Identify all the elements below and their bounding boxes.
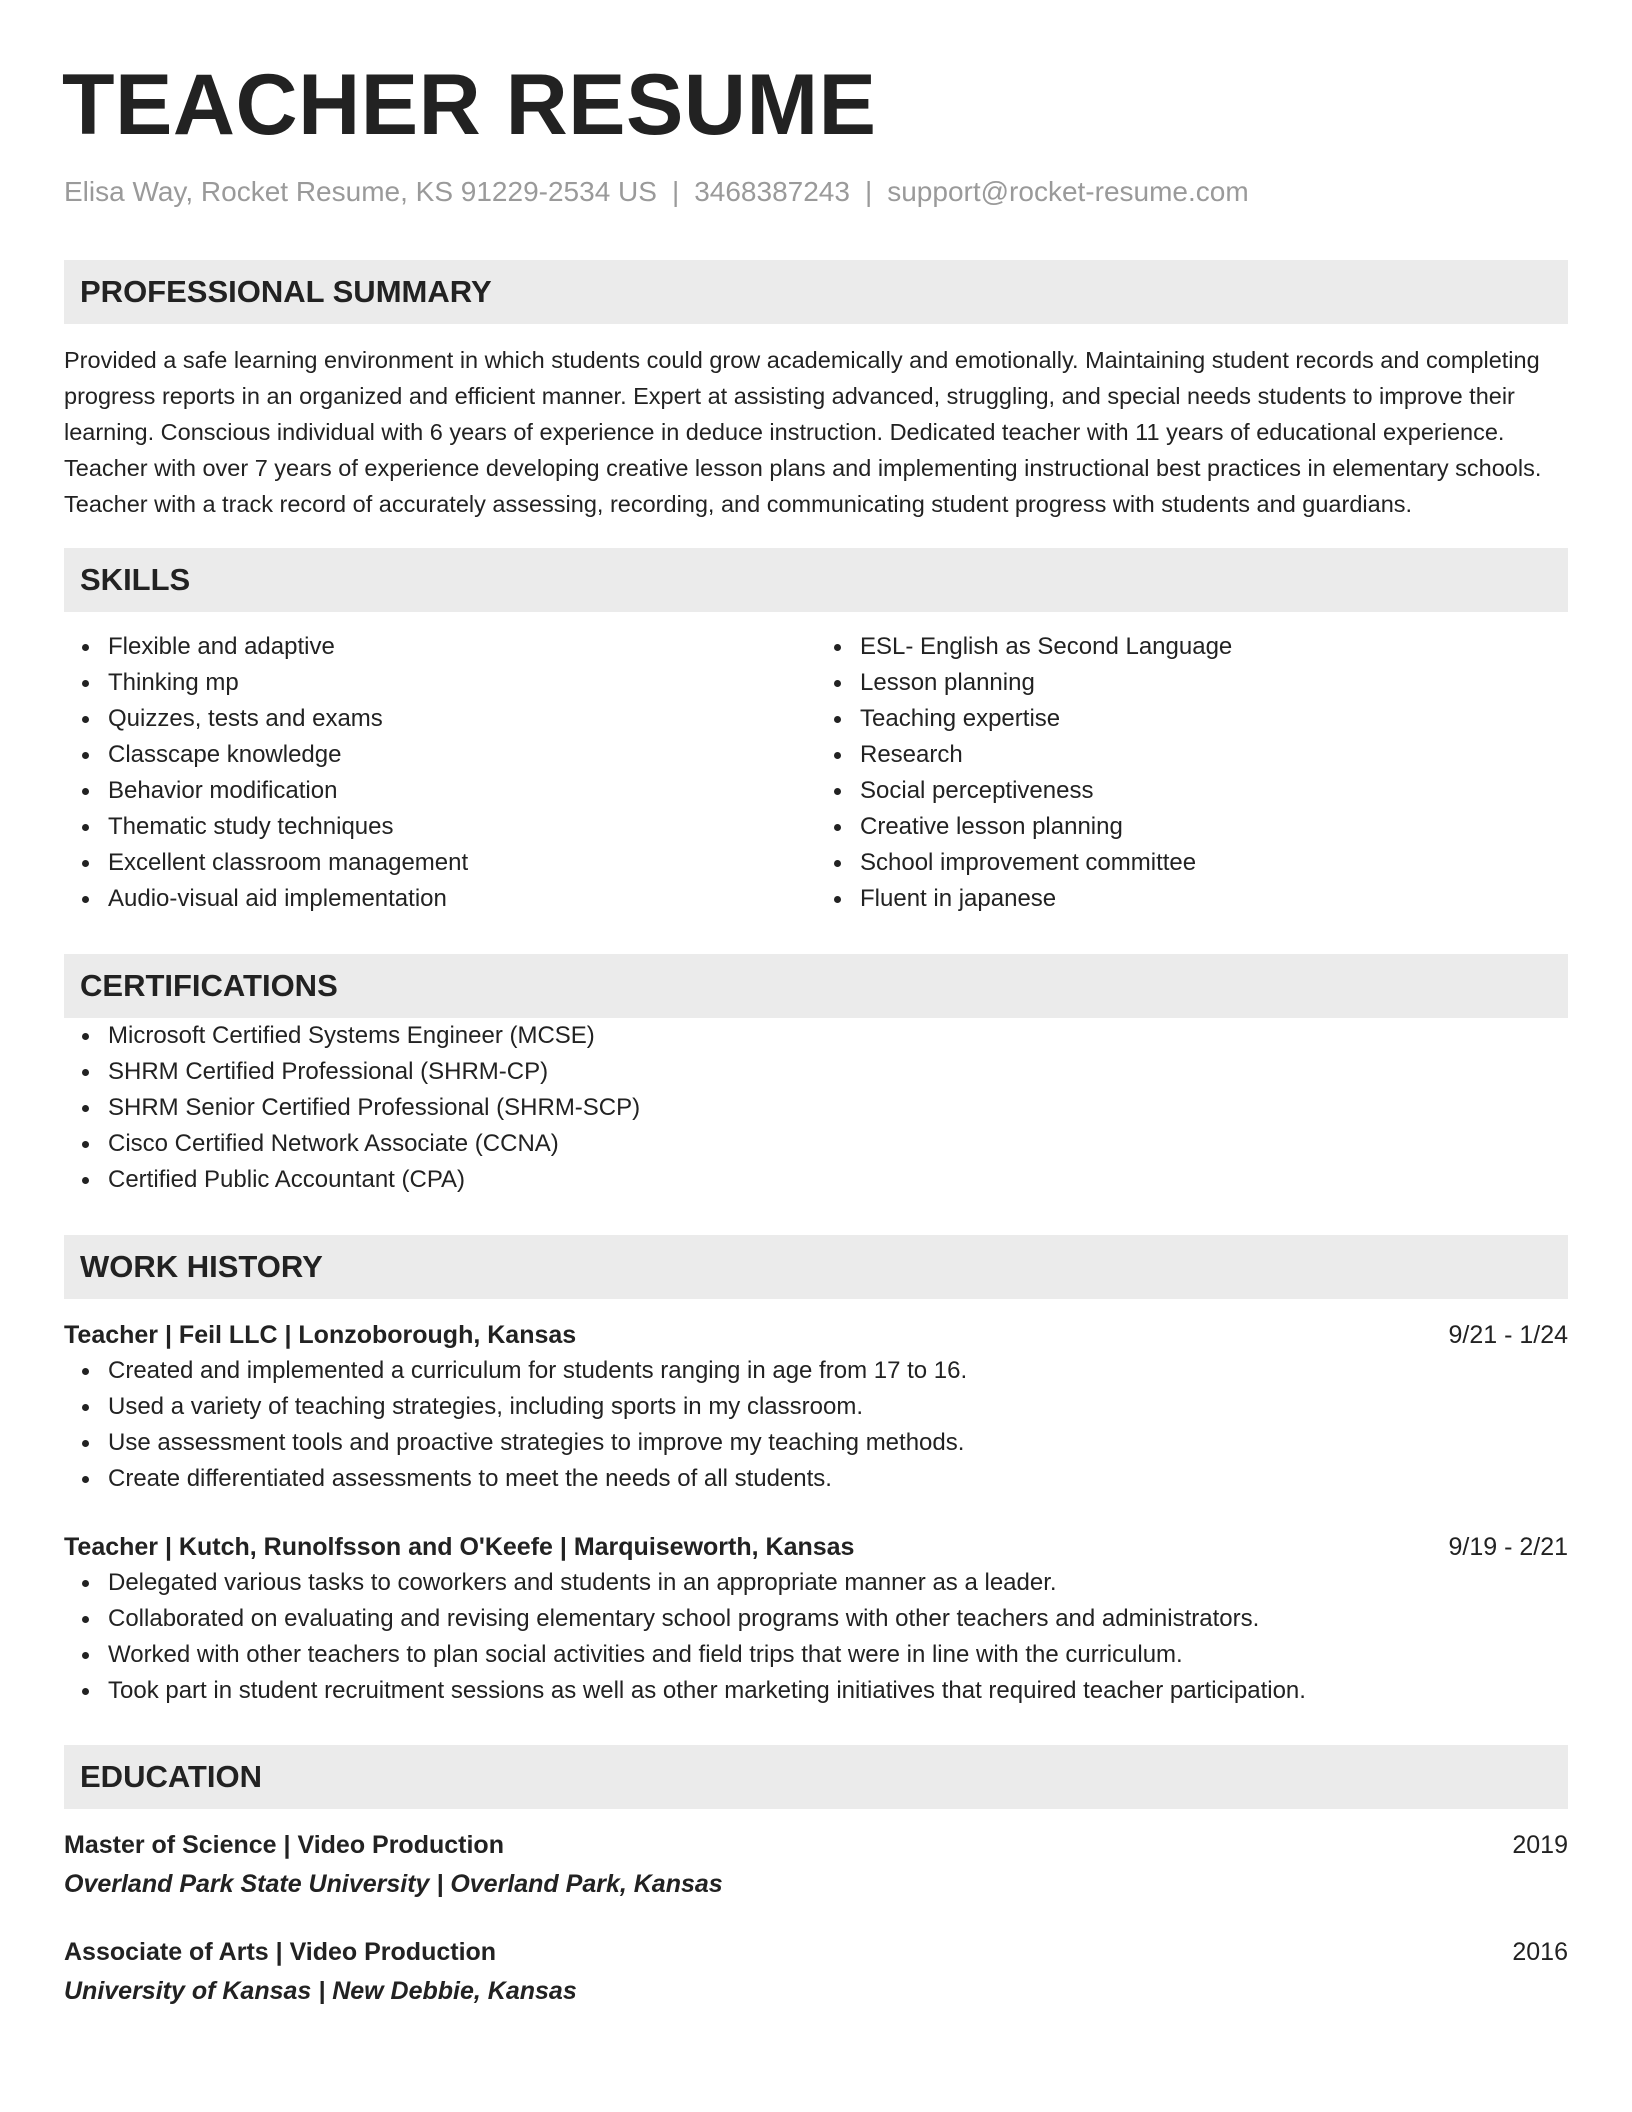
job-entry <box>64 1317 1568 1497</box>
section-heading-summary: PROFESSIONAL SUMMARY <box>64 260 1568 324</box>
section-heading-skills: SKILLS <box>64 548 1568 612</box>
job-duty-item: Took part in student recruitment sessions as well as other marketing initiatives that required teacher participation. <box>64 1673 1568 1709</box>
contact-phone: 3468387243 <box>694 176 850 207</box>
skill-item: Research <box>816 737 1568 773</box>
section-heading-work-history: WORK HISTORY <box>64 1235 1568 1299</box>
skill-item: Flexible and adaptive <box>64 629 816 665</box>
skill-item: ESL- English as Second Language <box>816 629 1568 665</box>
job-duty-item: Collaborated on evaluating and revising elementary school programs with other teachers and administrators. <box>64 1601 1568 1637</box>
skill-item: Social perceptiveness <box>816 773 1568 809</box>
job-entry <box>64 1529 1568 1709</box>
skill-item: Creative lesson planning <box>816 809 1568 845</box>
degree-title: Master of Science | Video Production <box>64 1831 504 1859</box>
summary-text: Provided a safe learning environment in which students could grow academically and emotionally. Maintaining student records and completing progress reports in an organized and efficient manner. Expert at assisting advanced, struggling, and special needs students to improve their learning. Conscious individual with 6 years of experience in deduce instruction. Dedicated teacher with 11 years of educational experience. Teacher with over 7 years of experience developing creative lesson plans and implementing instructional best practices in elementary schools. Teacher with a track record of accurately assessing, recording, and communicating student progress with students and guardians. <box>64 347 1542 517</box>
job-dates: 9/21 - 1/24 <box>1448 1321 1568 1349</box>
school-name: Overland Park State University | Overland Park, Kansas <box>64 1870 723 1898</box>
job-title: Teacher | Kutch, Runolfsson and O'Keefe | Marquiseworth, Kansas <box>64 1533 855 1561</box>
skill-item: Lesson planning <box>816 665 1568 701</box>
skill-item: Audio-visual aid implementation <box>64 881 816 917</box>
certification-item: Cisco Certified Network Associate (CCNA) <box>64 1126 1568 1162</box>
job-title: Teacher | Feil LLC | Lonzoborough, Kansas <box>64 1321 577 1349</box>
job-duty-item: Create differentiated assessments to meet the needs of all students. <box>64 1461 1568 1497</box>
certifications-list <box>64 1018 1568 1198</box>
job-duty-item: Use assessment tools and proactive strategies to improve my teaching methods. <box>64 1425 1568 1461</box>
resume-title: TEACHER RESUME <box>62 57 877 153</box>
job-duty-item: Delegated various tasks to coworkers and students in an appropriate manner as a leader. <box>64 1565 1568 1601</box>
skill-item: Excellent classroom management <box>64 845 816 881</box>
education-entry <box>64 1827 1568 1902</box>
skill-item: Thematic study techniques <box>64 809 816 845</box>
job-duties <box>64 1353 1568 1497</box>
skills-column-left <box>64 629 816 917</box>
school-name: University of Kansas | New Debbie, Kansas <box>64 1977 577 2005</box>
skill-item: Behavior modification <box>64 773 816 809</box>
skill-item: Fluent in japanese <box>816 881 1568 917</box>
certification-item: SHRM Certified Professional (SHRM-CP) <box>64 1054 1568 1090</box>
contact-email: support@rocket-resume.com <box>887 176 1249 207</box>
skill-item: Classcape knowledge <box>64 737 816 773</box>
job-duty-item: Worked with other teachers to plan social activities and field trips that were in line with the curriculum. <box>64 1637 1568 1673</box>
contact-line <box>64 178 1568 206</box>
certification-item: SHRM Senior Certified Professional (SHRM-SCP) <box>64 1090 1568 1126</box>
degree-title: Associate of Arts | Video Production <box>64 1938 497 1966</box>
skills-column-right <box>816 629 1568 917</box>
section-heading-education: EDUCATION <box>64 1745 1568 1809</box>
job-duty-item: Created and implemented a curriculum for students ranging in age from 17 to 16. <box>64 1353 1568 1389</box>
skills-list <box>64 629 1568 917</box>
contact-address: Elisa Way, Rocket Resume, KS 91229-2534 US <box>64 176 657 207</box>
job-dates: 9/19 - 2/21 <box>1448 1533 1568 1561</box>
certification-item: Certified Public Accountant (CPA) <box>64 1162 1568 1198</box>
skill-item: School improvement committee <box>816 845 1568 881</box>
skill-item: Thinking mp <box>64 665 816 701</box>
education-entry <box>64 1934 1568 2009</box>
skill-item: Quizzes, tests and exams <box>64 701 816 737</box>
education-header <box>64 1827 1568 1863</box>
job-duty-item: Used a variety of teaching strategies, including sports in my classroom. <box>64 1389 1568 1425</box>
section-heading-certifications: CERTIFICATIONS <box>64 954 1568 1018</box>
graduation-year: 2019 <box>1512 1831 1568 1859</box>
job-header <box>64 1529 1568 1565</box>
job-duties <box>64 1565 1568 1709</box>
education-header <box>64 1934 1568 1970</box>
job-header <box>64 1317 1568 1353</box>
contact-separator: | <box>671 176 680 207</box>
certification-item: Microsoft Certified Systems Engineer (MCSE) <box>64 1018 1568 1054</box>
graduation-year: 2016 <box>1512 1938 1568 1966</box>
skill-item: Teaching expertise <box>816 701 1568 737</box>
contact-separator: | <box>864 176 873 207</box>
